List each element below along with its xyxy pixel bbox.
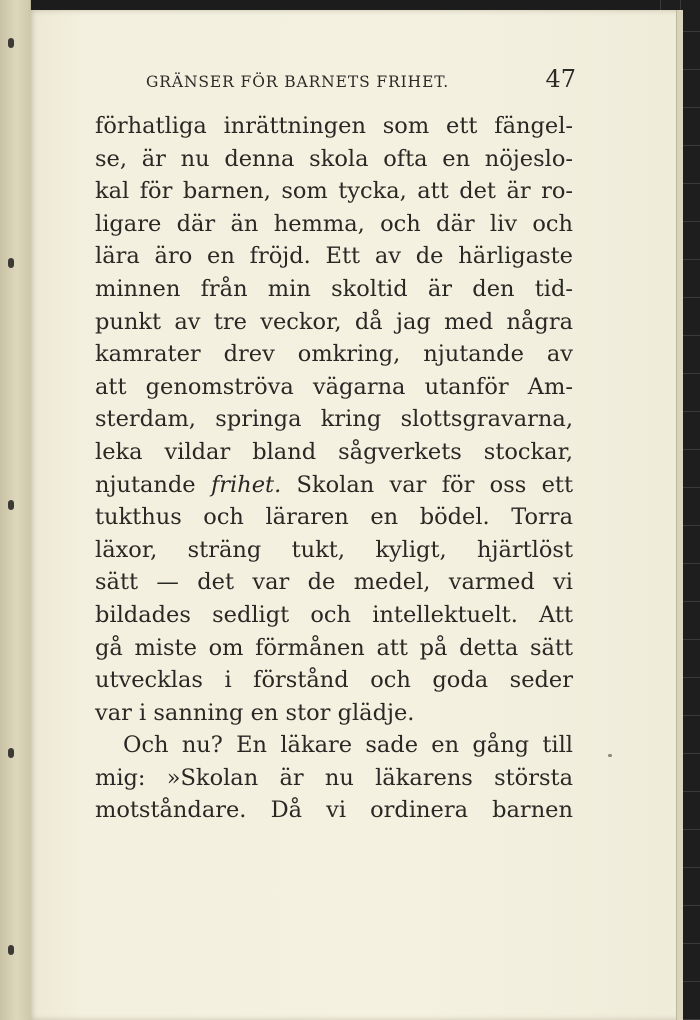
body-text xyxy=(95,110,573,827)
text-line: se, är nu denna skola ofta en nöjeslo- xyxy=(95,145,573,172)
text-line: mig: »Skolan är nu läkarens största xyxy=(95,764,573,791)
book-page xyxy=(30,10,680,1020)
text-line-with-italic xyxy=(95,469,573,502)
book-spine xyxy=(0,0,31,1020)
text-line: lära äro en fröjd. Ett av de härligaste xyxy=(95,243,573,270)
text-line: minnen från min skoltid är den tid- xyxy=(95,275,573,302)
running-head-title: GRÄNSER FÖR BARNETS FRIHET. xyxy=(146,73,450,91)
text-line: ligare där än hemma, och där liv och xyxy=(95,210,573,237)
text-line: tukthus och läraren en bödel. Torra xyxy=(95,504,573,531)
text-line: gå miste om förmånen att på detta sätt xyxy=(95,634,573,661)
text-segment: Skolan var för oss ett xyxy=(296,471,573,498)
text-segment: njutande xyxy=(95,471,196,498)
text-line: sterdam, springa kring slottsgravarna, xyxy=(95,406,573,433)
italic-word: frihet. xyxy=(210,471,282,498)
paper-speck xyxy=(608,754,612,757)
binding-stitch-icon xyxy=(8,945,14,955)
text-line: var i sanning en stor glädje. xyxy=(95,699,415,726)
text-line: läxor, sträng tukt, kyligt, hjärtlöst xyxy=(95,536,573,563)
text-line: sätt — det var de medel, varmed vi xyxy=(95,569,573,596)
text-line: leka vildar bland sågverkets stockar, xyxy=(95,438,573,465)
page-number: 47 xyxy=(545,65,576,93)
binding-stitch-icon xyxy=(8,748,14,758)
text-line: att genomströva vägarna utanför Am- xyxy=(95,373,573,400)
text-line: bildades sedligt och intellektuelt. Att xyxy=(95,601,573,628)
text-line: motståndare. Då vi ordinera barnen xyxy=(95,797,573,824)
binding-stitch-icon xyxy=(8,500,14,510)
binding-stitch-icon xyxy=(8,38,14,48)
text-line: utvecklas i förstånd och goda seder xyxy=(95,667,573,694)
text-line: Och nu? En läkare sade en gång till xyxy=(123,732,573,759)
page-edge xyxy=(676,10,683,1020)
binding-stitch-icon xyxy=(8,258,14,268)
text-line: förhatliga inrättningen som ett fängel- xyxy=(95,113,573,139)
text-line: kamrater drev omkring, njutande av xyxy=(95,341,573,368)
text-line: kal för barnen, som tycka, att det är ro- xyxy=(95,178,573,205)
running-head xyxy=(146,63,576,99)
text-line: punkt av tre veckor, då jag med några xyxy=(95,308,573,335)
